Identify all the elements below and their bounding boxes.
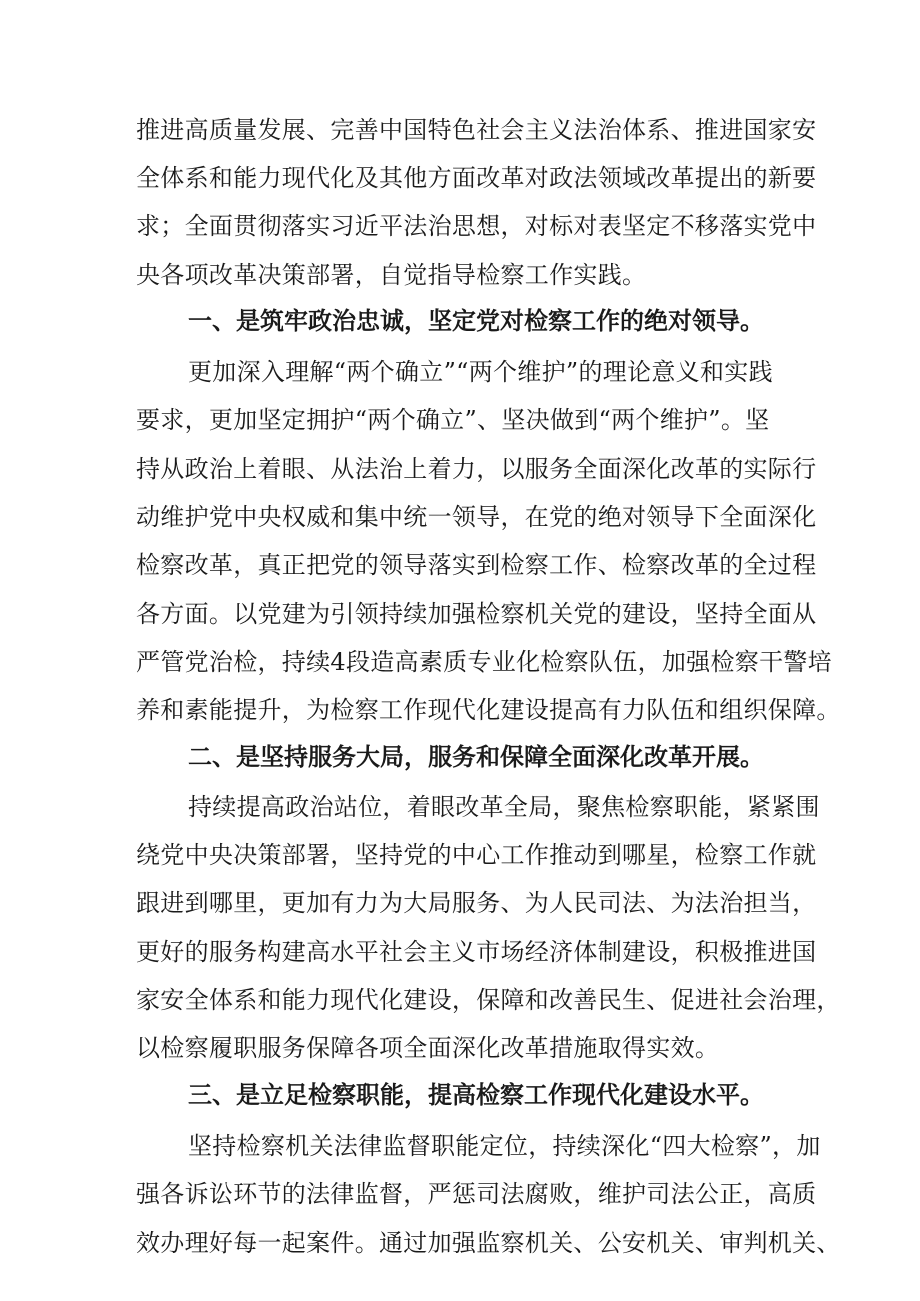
text-line-6: 更加深入理解“两个确立”“两个维护”的理论意义和实践 — [188, 358, 773, 386]
text-line-15: 持续提高政治站位，着眼改革全局，聚焦检察职能，紧紧围 — [188, 793, 820, 821]
section-heading-3: 三、是立足检察职能，提高检察工作现代化建设水平。 — [188, 1081, 764, 1109]
text-line-4: 央各项改革决策部署，自觉指导检察工作实践。 — [136, 261, 647, 289]
text-line-11: 各方面。以党建为引领持续加强检察机关党的建设，坚持全面从 — [136, 600, 817, 628]
text-line-13: 养和素能提升，为检察工作现代化建设提高有力队伍和组织保障。 — [136, 696, 841, 724]
text-line-18: 更好的服务构建高水平社会主义市场经济体制建设，积极推进国 — [136, 938, 817, 966]
section-heading-1: 一、是筑牢政治忠诚，坚定党对检察工作的绝对领导。 — [188, 307, 764, 335]
text-line-17: 跟进到哪里，更加有力为大局服务、为人民司法、为法治担当， — [136, 889, 817, 917]
text-line-8: 持从政治上着眼、从法治上着力，以服务全面深化改革的实际行 — [136, 455, 817, 483]
text-line-23: 强各诉讼环节的法律监督，严惩司法腐败，维护司法公正，高质 — [136, 1180, 817, 1208]
text-line-24: 效办理好每一起案件。通过加强监察机关、公安机关、审判机关、 — [136, 1229, 841, 1257]
text-line-16: 绕党中央决策部署，坚持党的中心工作推动到哪星，检察工作就 — [136, 841, 817, 869]
text-line-2: 全体系和能力现代化及其他方面改革对政法领域改革提出的新要 — [136, 164, 817, 192]
text-line-12: 严管党治检，持续4段造高素质专业化检察队伍，加强检察干警培 — [136, 648, 832, 676]
text-line-7: 要求，更加坚定拥护“两个确立”、坚决做到“两个维护”。坚 — [136, 406, 770, 434]
text-line-1: 推进高质量发展、完善中国特色社会主义法治体系、推进国家安 — [136, 116, 817, 144]
section-heading-2: 二、是坚持服务大局，服务和保障全面深化改革开展。 — [188, 743, 764, 771]
text-line-19: 家安全体系和能力现代化建设，保障和改善民生、促进社会治理， — [136, 986, 841, 1014]
text-line-20: 以检察履职服务保障各项全面深化改革措施取得实效。 — [136, 1034, 720, 1062]
text-line-9: 动维护党中央权威和集中统一领导，在党的绝对领导下全面深化 — [136, 503, 817, 531]
text-line-10: 检察改革，真正把党的领导落实到检察工作、检察改革的全过程 — [136, 551, 817, 579]
text-line-3: 求；全面贯彻落实习近平法治思想，对标对表坚定不移落实党中 — [136, 212, 817, 240]
text-line-22: 坚持检察机关法律监督职能定位，持续深化“四大检察”，加 — [188, 1132, 821, 1160]
